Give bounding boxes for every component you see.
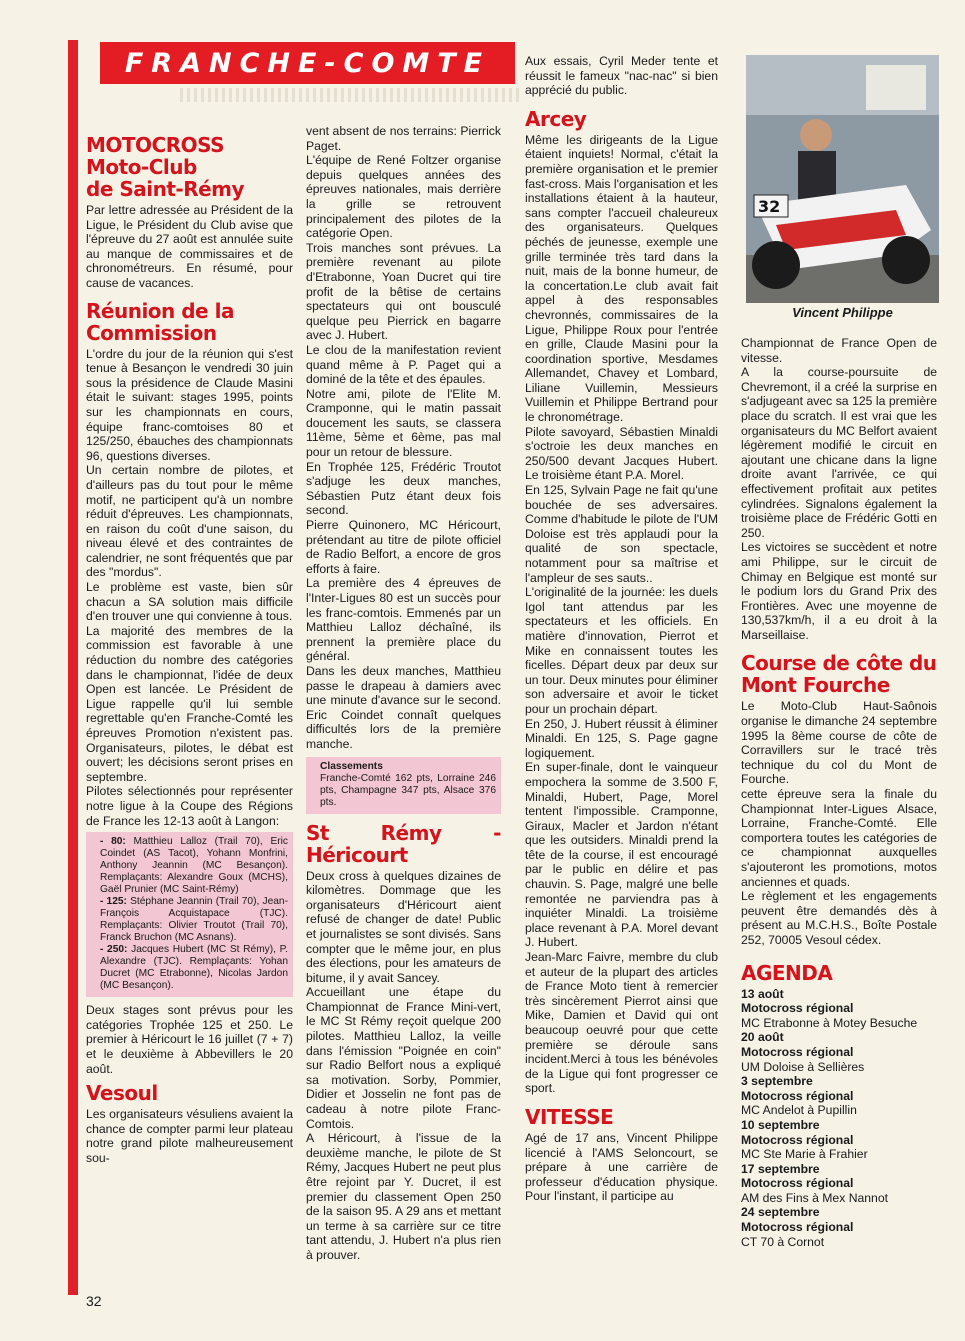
agenda-title: Motocross régional (741, 1176, 854, 1191)
paragraph: Jean-Marc Faivre, membre du club et auteur de la plupart des articles de France Moto tient à remercier très sincèrement Pierrot ainsi que Mike, Damien et David qui ont beaucoup oeuvré pour que cette première se déroule sans incident.Merci à tous les bénévoles de la Ligue qui font progresser ce sport. (525, 950, 718, 1096)
paragraph: L'originalité de la journée: les duels Igol tant attendus par les spectateurs et les officiels. En matière d'innovation, Pierrot et Mike en connaissent toutes les ficelles. Départ deux par deux sur un tour. Deux minutes pour éliminer son adversaire et avoir le ticket pour un prochain départ. (525, 585, 718, 716)
paragraph: Les victoires se succèdent et notre ami Philippe, sur le circuit de Chimay en Belgique est monté sur le podium lors du Grand Prix des Frontières. Avec une moyenne de 130,537km/h, il a eu droit à la Marseillaise. (741, 540, 937, 642)
agenda-item (741, 987, 937, 1031)
agenda-date: 17 septembre (741, 1161, 820, 1176)
paragraph: Deux cross à quelques dizaines de kilomètres. Dommage que les organisateurs d'Héricourt aient refusé de changer de date! Public et journalistes se sont divisés. Sans compter que le même jour, en plus des élections, pour les amateurs de bitume, il y avait Sancey. (306, 868, 501, 985)
agenda-title: Motocross régional (741, 1088, 854, 1103)
column-2 (306, 124, 501, 1263)
paragraph: Les organisateurs vésuliens avaient la chance de compter parmi leur plateau notre grand pilote malheureusement sou- (86, 1107, 293, 1165)
column-1 (86, 134, 293, 1166)
heading-vesoul: Vesoul (86, 1081, 158, 1106)
paragraph: A la course-poursuite de Chevremont, il a créé la surprise en s'adjugeant avec sa 125 la première place du scratch. Il est vrai que les organisateurs du MC Belfort avaient légèrement modifié le circuit en ajoutant une chicane dans la ligne droite avant l'arrivée, ce qui effectivement profitait aux petites cylindrées. Signalons également la troisième place de Frédéric Gotti en 250. (741, 365, 937, 540)
heading-agenda: AGENDA (741, 960, 833, 985)
page-number: 32 (86, 1293, 102, 1309)
column-4 (741, 336, 937, 1249)
agenda-item (741, 1205, 937, 1249)
banner-title: FRANCHE-COMTE (124, 47, 491, 79)
paragraph: Le Moto-Club Haut-Saônois organise le dimanche 24 septembre 1995 la 8ème course de côte de Corravillers sur le tracé très technique du col du Mont de Fourche. (741, 699, 937, 787)
agenda-place: MC Andelot à Pupillin (741, 1103, 857, 1118)
paragraph: Deux stages sont prévus pour les catégories Trophée 125 et 250. Le premier à Héricourt le 16 juillet (7 + 7) et le deuxième à Abbevillers le 20 août. (86, 1003, 293, 1076)
paragraph: La première des 4 épreuves de l'Inter-Ligues 80 est un succès pour les franc-comtois. Emmenés par un Matthieu Lalloz déchaîné, ils prennent la première place du général. (306, 576, 501, 664)
selection-box: - 80: Matthieu Lalloz (Trail 70), Eric Coindet (AS Tacot), Yohann Monfrini, Anthony Jeannin (MC Besançon). Remplaçants: Alexandre Goux (MCHS), Gaël Prunier (MC Saint-Rémy) - 125: Stéphane Jeannin (Trail 70), Jean-François Acquistapace (TJC). Remplaçants: Olivier Troutot (Trail 70), Franck Bruchon (MC Asnans). - 250: Jacques Hubert (MC St Rémy), P. Alexandre (TJC). Remplaçants: Yohan Ducret (MC Etrabonne), Nicolas Jardon (MC Besançon). (86, 832, 293, 997)
agenda-item (741, 1074, 937, 1118)
agenda-date: 13 août (741, 986, 784, 1001)
paragraph: Agé de 17 ans, Vincent Philippe licencié à l'AMS Seloncourt, se prépare à une carrière de professeur d'éducation physique. Pour l'instant, il participe au (525, 1130, 718, 1204)
agenda-title: Motocross régional (741, 1044, 854, 1059)
agenda-list (741, 987, 937, 1250)
paragraph: La majorité des membres de la commission est favorable à une réduction du nombre des catégories dans le championnat, l'idée de deux Open est lancée. Le Président de Ligue rappelle qu'il lui semble regrettable qu'en Franche-Comté les épreuves Promotion n'existent pas. Organisateurs, pilotes, le débat est ouvert; les décisions seront prises en septembre. (86, 623, 293, 784)
photo-number: 32 (758, 197, 781, 216)
agenda-title: Motocross régional (741, 1001, 854, 1016)
paragraph: Dans les deux manches, Matthieu passe le drapeau à damiers avec une minute d'avance sur le second. Eric Coindet connaît quelques difficultés lors de la première manche. (306, 663, 501, 751)
agenda-item (741, 1030, 937, 1074)
agenda-date: 20 août (741, 1030, 784, 1045)
red-margin-bar (68, 40, 78, 1295)
paragraph: A Héricourt, à l'issue de la deuxième manche, le pilote de St Rémy, Jacques Hubert ne peut plus être rejoint par Y. Ducret, il est premier du classement Open 250 de la saison 95. A 29 ans et mettant un terme à sa carrière sur ce titre tant attendu, J. Hubert n'a plus rien à prouver. (306, 1131, 501, 1262)
classements-box: Classements Franche-Comté 162 pts, Lorraine 246 pts, Champagne 347 pts, Alsace 376 pts. (306, 757, 501, 814)
paragraph: cette épreuve sera la finale du Championnat Inter-Ligues Alsace, Lorraine, Franche-Comté. Elle comportera toutes les catégories de ce championnat auxquelles s'ajouteront les promotions, motos anciennes et quads. (741, 787, 937, 889)
paragraph: En 125, Sylvain Page ne fait qu'une bouchée de ses adversaires. Comme d'habitude le pilote de l'UM Doloise est très applaudi pour la qualité de son spectacle, notamment pour sa maîtrise et l'ampleur de ses sauts.. (525, 483, 718, 585)
heading-reunion: Réunion de la Commission (86, 298, 234, 345)
agenda-title: Motocross régional (741, 1132, 854, 1147)
paragraph: L'ordre du jour de la réunion qui s'est tenue à Besançon le vendredi 30 juin sous la présidence de Claude Masini était le suivant: stages 1995, points sur les championnats en cours, équipe franc-comtoises 80 et 125/250, ébauches des championnats 96, questions diverses. (86, 346, 293, 463)
agenda-item (741, 1118, 937, 1162)
agenda-date: 3 septembre (741, 1074, 813, 1089)
agenda-title: Motocross régional (741, 1220, 854, 1235)
paragraph: En 250, J. Hubert réussit à éliminer Minaldi. En 125, S. Page gagne logiquement. (525, 716, 718, 760)
agenda-place: CT 70 à Cornot (741, 1234, 825, 1249)
heading-mont-fourche: Course de côte du Mont Fourche (741, 651, 937, 698)
paragraph: Le règlement et les engagements peuvent être demandés dès à présent au M.C.H.S., Boîte Postale 252, 70005 Vesoul cédex. (741, 889, 937, 947)
paragraph: Un certain nombre de pilotes, et d'ailleurs pas du tout pour le même motif, ne participent qu'à un nombre réduit d'épreuves. Les championnats, en raison du coût d'une saison, du niveau élevé et des contraintes de calendrier, ne sont fréquentés que par des "mordus". (86, 463, 293, 580)
rider-photo (746, 55, 939, 303)
paragraph: vent absent de nos terrains: Pierrick Paget. (306, 124, 501, 153)
paragraph: En super-finale, dont le vainqueur empochera la somme de 3.500 F, Minaldi, Hubert, Page, Morel tentent l'impossible. Cramponne, Giraux, Macler et Jardon n'étant que les outsiders. Minaldi prend la tête de la course, il est encouragé par le public en délire et pas chauvin. S. Page, malgré une belle remontée ne parviendra pas à inquiéter Minaldi. La troisième place revenant à P.A. Morel devant J. Hubert. (525, 760, 718, 950)
paragraph: Championnat de France Open de vitesse. (741, 336, 937, 365)
agenda-date: 10 septembre (741, 1117, 820, 1132)
agenda-item (741, 1162, 937, 1206)
photo-caption: Vincent Philippe (792, 305, 893, 320)
heading-vitesse: VITESSE (525, 1104, 614, 1129)
paragraph: Même les dirigeants de la Ligue étaient inquiets! Normal, c'était la première organisation et le premier fast-cross. Mais l'organisation et les installations étaient à la hauteur, sans compter l'accueil chaleureux des organisateurs. Quelques péchés de jeunesse, exemple une grille terminée très tard dans la nuit, mais de la bonne humeur, de la concertation.Le club avait fait appel à des responsables chevronnés, commissaires de la Ligue, Philippe Roux pour l'entrée en grille, Claude Masini pour la coordination sportive, Mesdames Allemandet, Chavey et Lombard, Liliane Vuillemin, Messieurs Vuillemin et Philippe Bertrand pour le chronométrage. (525, 132, 718, 425)
agenda-place: UM Doloise à Sellières (741, 1059, 865, 1074)
section-banner (100, 42, 515, 84)
paragraph: Notre ami, pilote de l'Elite M. Cramponne, qui le matin passait doucement les sauts, se classera 11ème, 5ème et 6ème, pas mal pour un retour de blessure. (306, 386, 501, 460)
banner-halftone (180, 88, 520, 102)
paragraph: L'équipe de René Foltzer organise depuis quelques années des épreuves nationales, mais derrière la grille se retrouvent principalement des pilotes de la catégorie Open. (306, 153, 501, 241)
paragraph: Aux essais, Cyril Meder tente et réussit le fameux "nac-nac" si bien apprécié du public. (525, 54, 718, 98)
heading-st-remy: St Rémy - Héricourt (306, 820, 501, 867)
paragraph: Le clou de la manifestation revient quand même à P. Paget qui a dominé de la tête et des épaules. (306, 342, 501, 387)
paragraph: En Trophée 125, Frédéric Troutot s'adjuge les deux manches, Sébastien Putz étant deux fois second. (306, 459, 501, 518)
heading-arcey: Arcey (525, 106, 587, 131)
heading-motocross: MOTOCROSS Moto-Club de Saint-Rémy (86, 133, 245, 201)
column-3 (525, 54, 718, 1204)
rider-photo-illustration (746, 55, 939, 303)
paragraph: Pilote savoyard, Sébastien Minaldi s'octroie les deux manches en 250/500 devant Jacques Hubert. Le troisième étant P.A. Morel. (525, 424, 718, 483)
paragraph: Par lettre adressée au Président de la Ligue, le Président du Club avise que l'épreuve du 27 août est annulée suite au manque de commissaires et de chronométreurs. En résumé, pour cause de vacances. (86, 203, 293, 290)
paragraph: Trois manches sont prévues. La première revenant au pilote d'Etrabonne, Yoan Ducret qui tire profit de la bêtise de certains spectateurs qui ont bousculé quelque peu Pierrick en bagarre avec J. Hubert. (306, 240, 501, 343)
agenda-date: 24 septembre (741, 1205, 820, 1220)
agenda-place: AM des Fins à Mex Nannot (741, 1190, 888, 1205)
paragraph: Accueillant une étape du Championnat de France Mini-vert, le MC St Rémy reçoit quelque 200 pilotes. Matthieu Lalloz, la veille dans l'émission "Poignée en coin" sur Radio Belfort nous a expliqué sa motivation. Sorby, Pommier, Didier et Josselin ne font pas de cadeau à notre pilote Franc-Comtois. (306, 985, 501, 1131)
agenda-place: MC Ste Marie à Frahier (741, 1147, 868, 1162)
paragraph: Le problème est vaste, bien sûr chacun a SA solution mais difficile d'en trouver une qui convienne à tous. (86, 580, 293, 624)
paragraph: Pierre Quinonero, MC Héricourt, prétendant au titre de pilote officiel de Radio Belfort, a encore de gros efforts à faire. (306, 518, 501, 576)
paragraph: Pilotes sélectionnés pour représenter notre ligue à la Coupe des Régions de France les 12-13 août à Langon: (86, 784, 293, 828)
agenda-place: MC Etrabonne à Motey Besuche (741, 1015, 918, 1030)
